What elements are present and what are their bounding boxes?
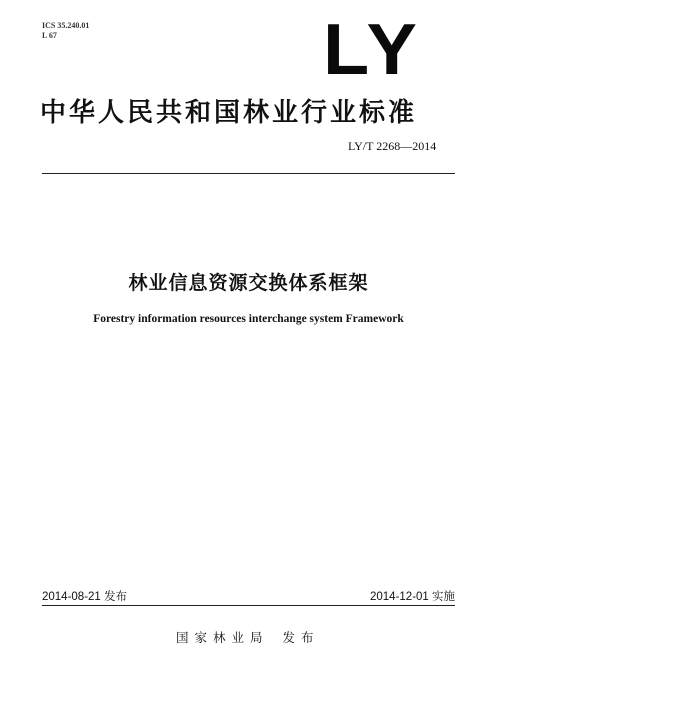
document-title-english: Forestry information resources interchange system Framework (93, 313, 404, 325)
top-divider (42, 173, 455, 174)
ccs-code: L 67 (42, 31, 57, 40)
classification-codes (42, 21, 89, 41)
ics-code: ICS 35.240.01 (42, 21, 90, 30)
publisher-action: 发布 (282, 631, 320, 645)
bottom-divider (42, 605, 455, 606)
publisher-line (176, 628, 320, 646)
publisher-org: 国家林业局 (176, 631, 269, 645)
issue-date: 2014-08-21 发布 (42, 591, 128, 603)
ly-logo: LY (323, 10, 422, 90)
document-title-chinese: 林业信息资源交换体系框架 (128, 272, 369, 294)
implementation-date: 2014-12-01 实施 (370, 591, 456, 603)
standard-number: LY/T 2268—2014 (348, 139, 437, 153)
standard-type-heading: 中华人民共和国林业行业标准 (40, 98, 418, 128)
